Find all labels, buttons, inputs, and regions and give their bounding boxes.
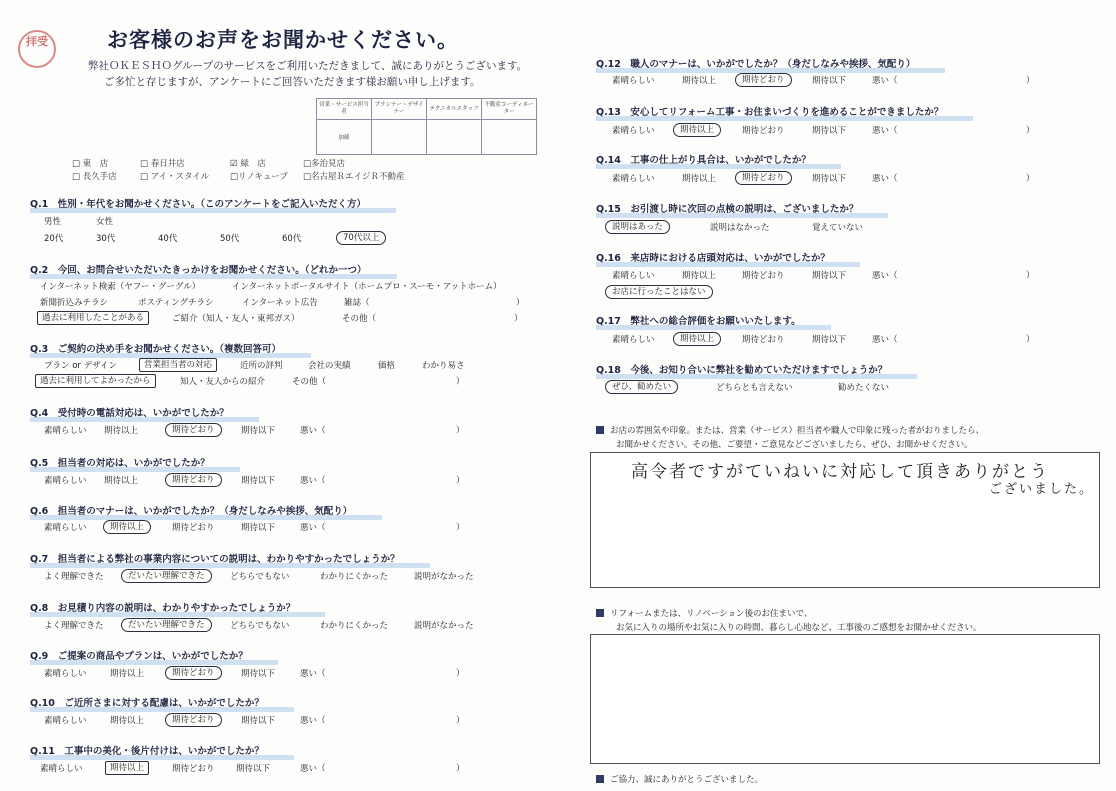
q11-below[interactable]: 期待以下 — [236, 764, 271, 774]
q1-male[interactable]: 男性 — [44, 217, 62, 227]
q5-excellent[interactable]: 素晴らしい — [44, 476, 87, 486]
q18-not-recommend[interactable]: 勧めたくない — [838, 383, 890, 393]
q9-bad[interactable]: 悪い（ — [300, 669, 326, 679]
reform-prompt-2: お気に入りの場所やお気に入りの時間、暮らし心地など、工事後のご感想をお聞かせください。 — [616, 623, 982, 633]
staff-header-planner: プランナー・デザイナー — [372, 99, 427, 120]
q15-not-explained[interactable]: 説明はなかった — [710, 223, 770, 233]
store-higashi[interactable]: □ 東 店 — [72, 159, 109, 169]
q5-close: ） — [456, 476, 465, 486]
q17-question: Q.17 弊社への総合評価をお願いいたします。 — [596, 313, 801, 327]
q2-other[interactable]: その他（ — [342, 314, 377, 324]
q10-below[interactable]: 期待以下 — [241, 716, 276, 726]
q4-below[interactable]: 期待以下 — [241, 426, 276, 436]
q12-below[interactable]: 期待以下 — [812, 76, 847, 86]
q16-question: Q.16 来店時における店頭対応は、いかがでしたか？ — [596, 250, 830, 264]
q9-question: Q.9 ご提案の商品やプランは、いかがでしたか？ — [30, 648, 248, 662]
q10-excellent[interactable]: 素晴らしい — [44, 716, 87, 726]
q12-as-expected-selected[interactable]: 期待どおり — [735, 73, 792, 87]
q17-above-selected[interactable]: 期待以上 — [673, 332, 721, 346]
square-bullet-icon — [596, 775, 604, 783]
q14-close: ） — [1026, 174, 1035, 184]
q4-as-expected-selected[interactable]: 期待どおり — [165, 423, 222, 437]
store-nagakute[interactable]: □ 長久手店 — [72, 172, 117, 182]
q5-below[interactable]: 期待以下 — [241, 476, 276, 486]
q8-mostly-selected[interactable]: だいたい理解できた — [121, 618, 212, 632]
q17-excellent[interactable]: 素晴らしい — [612, 335, 655, 345]
q11-bad[interactable]: 悪い（ — [300, 764, 326, 774]
q18-neutral[interactable]: どちらとも言えない — [716, 383, 793, 393]
q11-above-selected[interactable]: 期待以上 — [105, 761, 149, 775]
q3-plan[interactable]: プラン or デザイン — [44, 361, 118, 371]
q9-excellent[interactable]: 素晴らしい — [44, 669, 87, 679]
q2-referral[interactable]: ご紹介（知人・友人・東邦ガス） — [172, 314, 300, 324]
q1-30s[interactable]: 30代 — [96, 234, 116, 244]
q14-below[interactable]: 期待以下 — [812, 174, 847, 184]
q2-web-ad[interactable]: インターネット広告 — [242, 298, 318, 308]
q2-question: Q.2 今回、お問合せいただいたきっかけをお聞かせください。（どれか一つ） — [30, 262, 367, 276]
q3-question: Q.3 ご契約の決め手をお聞かせください。（複数回答可） — [30, 341, 281, 355]
q1-20s[interactable]: 20代 — [44, 234, 64, 244]
q8-well[interactable]: よく理解できた — [44, 621, 104, 631]
q4-above[interactable]: 期待以上 — [104, 426, 139, 436]
q6-as-expected[interactable]: 期待どおり — [172, 523, 215, 533]
q6-close: ） — [456, 523, 465, 533]
q7-none[interactable]: 説明がなかった — [414, 572, 474, 582]
q16-above[interactable]: 期待以上 — [682, 271, 717, 281]
received-stamp: 拝受 — [18, 30, 56, 68]
q16-as-expected[interactable]: 期待どおり — [742, 271, 785, 281]
q1-female[interactable]: 女性 — [96, 217, 114, 227]
q11-question: Q.11 工事中の美化・後片付けは、いかがでしたか？ — [30, 743, 264, 757]
q2-other-close: ） — [514, 314, 523, 324]
q2-newspaper[interactable]: 新聞折込みチラシ — [40, 298, 109, 308]
q13-as-expected[interactable]: 期待どおり — [742, 126, 785, 136]
q3-track-record[interactable]: 会社の実績 — [308, 361, 351, 371]
q13-below[interactable]: 期待以下 — [812, 126, 847, 136]
staff-header-tech: テクニカルスタッフ — [427, 99, 482, 120]
q3-reputation[interactable]: 近所の評判 — [240, 361, 283, 371]
thanks-message: ご協力、誠にありがとうございました。 — [596, 773, 763, 785]
q1-60s[interactable]: 60代 — [282, 234, 302, 244]
q4-close: ） — [456, 426, 465, 436]
q6-above-selected[interactable]: 期待以上 — [103, 520, 151, 534]
q12-excellent[interactable]: 素晴らしい — [612, 76, 655, 86]
impression-textarea[interactable] — [590, 452, 1100, 588]
q8-unclear[interactable]: わかりにくかった — [320, 621, 389, 631]
q2-internet-search[interactable]: インターネット検索（ヤフー・グーグル） — [40, 282, 201, 292]
q3-sales-selected[interactable]: 営業担当者の対応 — [139, 358, 217, 372]
q7-unclear[interactable]: わかりにくかった — [320, 572, 389, 582]
realestate-cell[interactable] — [482, 120, 537, 155]
q12-above[interactable]: 期待以上 — [682, 76, 717, 86]
q2-posting[interactable]: ポスティングチラシ — [138, 298, 214, 308]
sales-staff-name[interactable]: 加藤 — [317, 120, 372, 155]
q5-question: Q.5 担当者の対応は、いかがでしたか？ — [30, 455, 210, 469]
q8-none[interactable]: 説明がなかった — [414, 621, 474, 631]
q6-excellent[interactable]: 素晴らしい — [44, 523, 87, 533]
impression-prompt-2: お聞かせください。その他、ご要望・ご意見などございましたら、ぜひ、お聞かせください。 — [616, 440, 973, 450]
q9-below[interactable]: 期待以下 — [241, 669, 276, 679]
q14-above[interactable]: 期待以上 — [682, 174, 717, 184]
q10-bad[interactable]: 悪い（ — [300, 716, 326, 726]
q16-never-visited-selected[interactable]: お店に行ったことはない — [605, 285, 713, 299]
q3-other[interactable]: その他（ — [292, 377, 327, 387]
q2-magazine-close: ） — [516, 298, 525, 308]
impression-answer-line-1: 高令者ですがていねいに対応して頂きありがとう — [631, 462, 1049, 482]
intro-line-1: 弊社ＯＫＥＳＨＯグループのサービスをご利用いただきまして、誠にありがとうございます。 — [88, 60, 528, 72]
q5-as-expected-selected[interactable]: 期待どおり — [165, 473, 222, 487]
q16-excellent[interactable]: 素晴らしい — [612, 271, 655, 281]
q5-above[interactable]: 期待以上 — [104, 476, 139, 486]
q9-close: ） — [456, 669, 465, 679]
q17-below[interactable]: 期待以下 — [812, 335, 847, 345]
q14-as-expected-selected[interactable]: 期待どおり — [735, 171, 792, 185]
q4-bad[interactable]: 悪い（ — [300, 426, 326, 436]
q5-bad[interactable]: 悪い（ — [300, 476, 326, 486]
q13-question: Q.13 安心してリフォーム工事・お住まいづくりを進めることができましたか？ — [596, 104, 943, 118]
q17-bad[interactable]: 悪い（ — [872, 335, 898, 345]
q1-70s-selected[interactable]: 70代以上 — [336, 231, 386, 245]
q1-50s[interactable]: 50代 — [220, 234, 240, 244]
q16-below[interactable]: 期待以下 — [812, 271, 847, 281]
reform-prompt-1: リフォームまたは、リノベーション後のお住まいで、 — [596, 607, 812, 619]
q13-excellent[interactable]: 素晴らしい — [612, 126, 655, 136]
q12-question: Q.12 職人のマナーは、いかがでしたか？（身だしなみや挨拶、気配り） — [596, 56, 915, 70]
q13-close: ） — [1026, 126, 1035, 136]
q9-above[interactable]: 期待以上 — [110, 669, 145, 679]
q3-other-close: ） — [456, 377, 465, 387]
store-midori[interactable]: ☑ 緑 店 — [230, 159, 266, 169]
square-bullet-icon — [596, 609, 604, 617]
q18-recommend-selected[interactable]: ぜひ、勧めたい — [605, 380, 678, 394]
q4-question: Q.4 受付時の電話対応は、いかがでしたか？ — [30, 405, 229, 419]
q17-close: ） — [1026, 335, 1035, 345]
q14-question: Q.14 工事の仕上がり具合は、いかがでしたか？ — [596, 152, 811, 166]
q14-bad[interactable]: 悪い（ — [872, 174, 898, 184]
q6-below[interactable]: 期待以下 — [241, 523, 276, 533]
q13-bad[interactable]: 悪い（ — [872, 126, 898, 136]
page-title: お客様のお声をお聞かせください。 — [107, 28, 459, 52]
store-tajimi[interactable]: □多治見店 — [303, 159, 346, 169]
tech-cell[interactable] — [427, 120, 482, 155]
q15-explained-selected[interactable]: 説明はあった — [605, 220, 670, 234]
q9-as-expected-selected[interactable]: 期待どおり — [165, 666, 222, 680]
q6-bad[interactable]: 悪い（ — [300, 523, 326, 533]
q18-question: Q.18 今後、お知り合いに弊社を勧めていただけますでしょうか？ — [596, 362, 887, 376]
q11-close: ） — [456, 764, 465, 774]
q3-price[interactable]: 価格 — [378, 361, 396, 371]
store-kasugai[interactable]: □ 春日井店 — [140, 159, 185, 169]
q16-close: ） — [1026, 271, 1035, 281]
staff-table — [316, 98, 537, 155]
q3-clarity[interactable]: わかり易さ — [422, 361, 465, 371]
q15-dont-remember[interactable]: 覚えていない — [812, 223, 864, 233]
q4-excellent[interactable]: 素晴らしい — [44, 426, 87, 436]
q2-past-use-selected[interactable]: 過去に利用したことがある — [37, 311, 149, 325]
q2-portal-site[interactable]: インターネットポータルサイト（ホームプロ・スーモ・アットホーム） — [232, 282, 502, 292]
q16-bad[interactable]: 悪い（ — [872, 271, 898, 281]
reform-textarea[interactable] — [590, 634, 1100, 764]
square-bullet-icon — [596, 426, 604, 434]
q1-40s[interactable]: 40代 — [158, 234, 178, 244]
q17-as-expected[interactable]: 期待どおり — [742, 335, 785, 345]
impression-prompt-1: お店の雰囲気や印象。または、営業（サービス）担当者や職人で印象に残った者がおりましたら、 — [596, 424, 984, 436]
q10-above[interactable]: 期待以上 — [110, 716, 145, 726]
store-nagoya-realestate[interactable]: □名古屋ＲエイジＲ不動産 — [303, 172, 405, 182]
intro-line-2: ご多忙と存じますが、アンケートにご回答いただきます様お願い申し上げます。 — [104, 76, 481, 88]
q7-neutral[interactable]: どちらでもない — [230, 572, 290, 582]
q12-close: ） — [1026, 76, 1035, 86]
q13-above-selected[interactable]: 期待以上 — [673, 123, 721, 137]
q1-question: Q.1 性別・年代をお聞かせください。（このアンケートをご記入いただく方） — [30, 196, 366, 210]
q8-question: Q.8 お見積り内容の説明は、わかりやすかったでしょうか？ — [30, 600, 295, 614]
store-renocube[interactable]: □リノキューブ — [230, 172, 288, 182]
q14-excellent[interactable]: 素晴らしい — [612, 174, 655, 184]
staff-header-realestate: 不動産コーディネーター — [482, 99, 537, 120]
q7-well[interactable]: よく理解できた — [44, 572, 104, 582]
q10-question: Q.10 ご近所さまに対する配慮は、いかがでしたか？ — [30, 695, 264, 709]
q10-close: ） — [456, 716, 465, 726]
store-istyle[interactable]: □ アイ・スタイル — [140, 172, 210, 182]
q3-referral[interactable]: 知人・友人からの紹介 — [180, 377, 266, 387]
q11-as-expected[interactable]: 期待どおり — [172, 764, 215, 774]
q11-excellent[interactable]: 素晴らしい — [40, 764, 83, 774]
planner-cell[interactable] — [372, 120, 427, 155]
staff-header-sales: 営業・サービス担当者 — [317, 99, 372, 120]
q10-as-expected-selected[interactable]: 期待どおり — [165, 713, 222, 727]
q2-magazine[interactable]: 雑誌（ — [344, 298, 370, 308]
q12-bad[interactable]: 悪い（ — [872, 76, 898, 86]
q3-past-use-selected[interactable]: 過去に利用してよかったから — [35, 374, 156, 388]
q7-mostly-selected[interactable]: だいたい理解できた — [121, 569, 212, 583]
q15-question: Q.15 お引渡し時に次回の点検の説明は、ございましたか？ — [596, 201, 858, 215]
q8-neutral[interactable]: どちらでもない — [230, 621, 290, 631]
q6-question: Q.6 担当者のマナーは、いかがでしたか？（身だしなみや挨拶、気配り） — [30, 503, 352, 517]
q7-question: Q.7 担当者による弊社の事業内容についての説明は、わかりやすかったでしょうか？ — [30, 551, 400, 565]
impression-answer-line-2: ございました。 — [989, 482, 1095, 497]
